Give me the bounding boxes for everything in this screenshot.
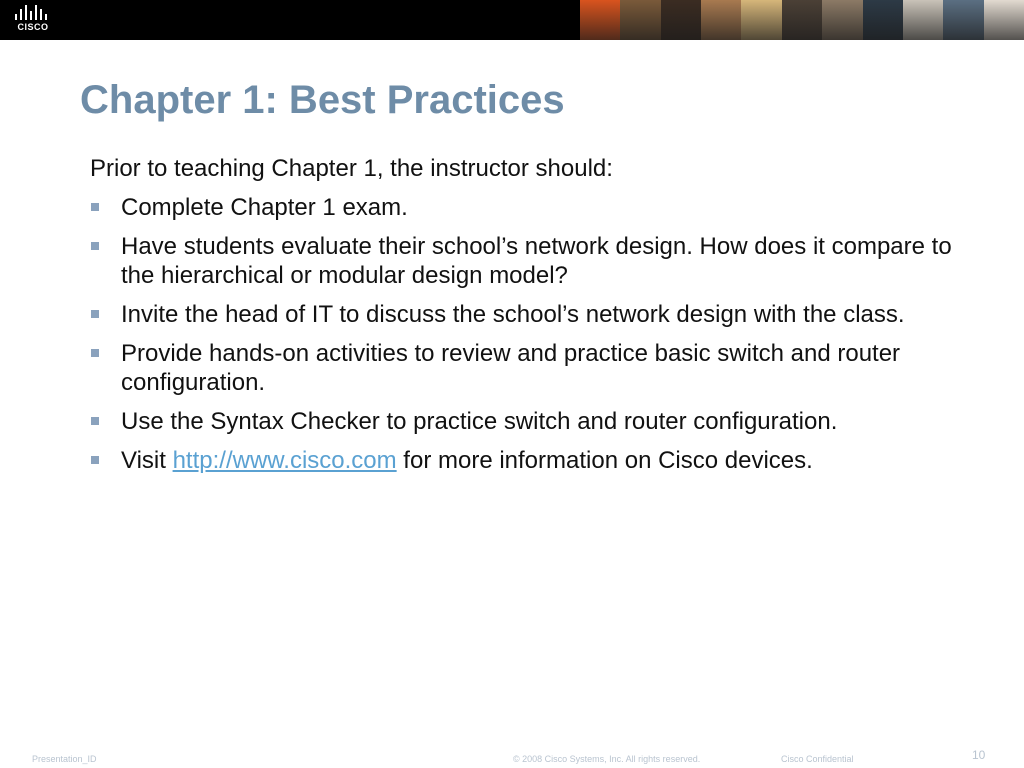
bullet-item [90, 232, 990, 290]
bullet-square-icon [91, 203, 99, 211]
bullet-square-icon [91, 417, 99, 425]
header-photo [782, 0, 822, 40]
header-photo [903, 0, 943, 40]
bullet-square-icon [91, 242, 99, 250]
bullet-item [90, 300, 990, 329]
bullet-suffix: for more information on Cisco devices. [396, 447, 813, 474]
cisco-website-link[interactable]: http://www.cisco.com [172, 447, 397, 474]
slide-body [90, 154, 990, 485]
header-photo [984, 0, 1024, 40]
bullet-text: Complete Chapter 1 exam. [121, 194, 408, 221]
logo-wordmark: CISCO [17, 22, 49, 32]
slide-title: Chapter 1: Best Practices [80, 78, 565, 122]
footer-confidential: Cisco Confidential [781, 754, 854, 764]
bullet-list [90, 193, 990, 475]
cisco-bridge-icon [10, 4, 56, 22]
header-photo [620, 0, 660, 40]
header-photo [580, 0, 620, 40]
header-photo [741, 0, 781, 40]
bullet-text: Provide hands-on activities to review and practice basic switch and router configuration. [121, 340, 901, 396]
bullet-item [90, 407, 990, 436]
header-photo [822, 0, 862, 40]
header-photo [701, 0, 741, 40]
bullet-square-icon [91, 456, 99, 464]
cisco-logo [10, 4, 60, 36]
footer-presentation-id: Presentation_ID [32, 754, 97, 764]
bullet-item [90, 193, 990, 222]
bullet-text: Use the Syntax Checker to practice switch and router configuration. [121, 408, 838, 435]
header-photo-strip [580, 0, 1024, 40]
header-photo [943, 0, 983, 40]
page-number: 10 [972, 748, 986, 762]
bullet-item [90, 446, 990, 475]
bullet-text: Have students evaluate their school’s network design. How does it compare to the hierarchical or modular design model? [121, 233, 952, 289]
header-photo [863, 0, 903, 40]
bullet-item [90, 339, 990, 397]
intro-text: Prior to teaching Chapter 1, the instructor should: [90, 155, 613, 182]
bullet-square-icon [91, 349, 99, 357]
bullet-square-icon [91, 310, 99, 318]
header-photo [661, 0, 701, 40]
bullet-text: Invite the head of IT to discuss the school’s network design with the class. [121, 301, 905, 328]
bullet-prefix: Visit [121, 447, 173, 474]
header-bar [0, 0, 1024, 40]
footer-copyright: © 2008 Cisco Systems, Inc. All rights reserved. [513, 754, 701, 764]
